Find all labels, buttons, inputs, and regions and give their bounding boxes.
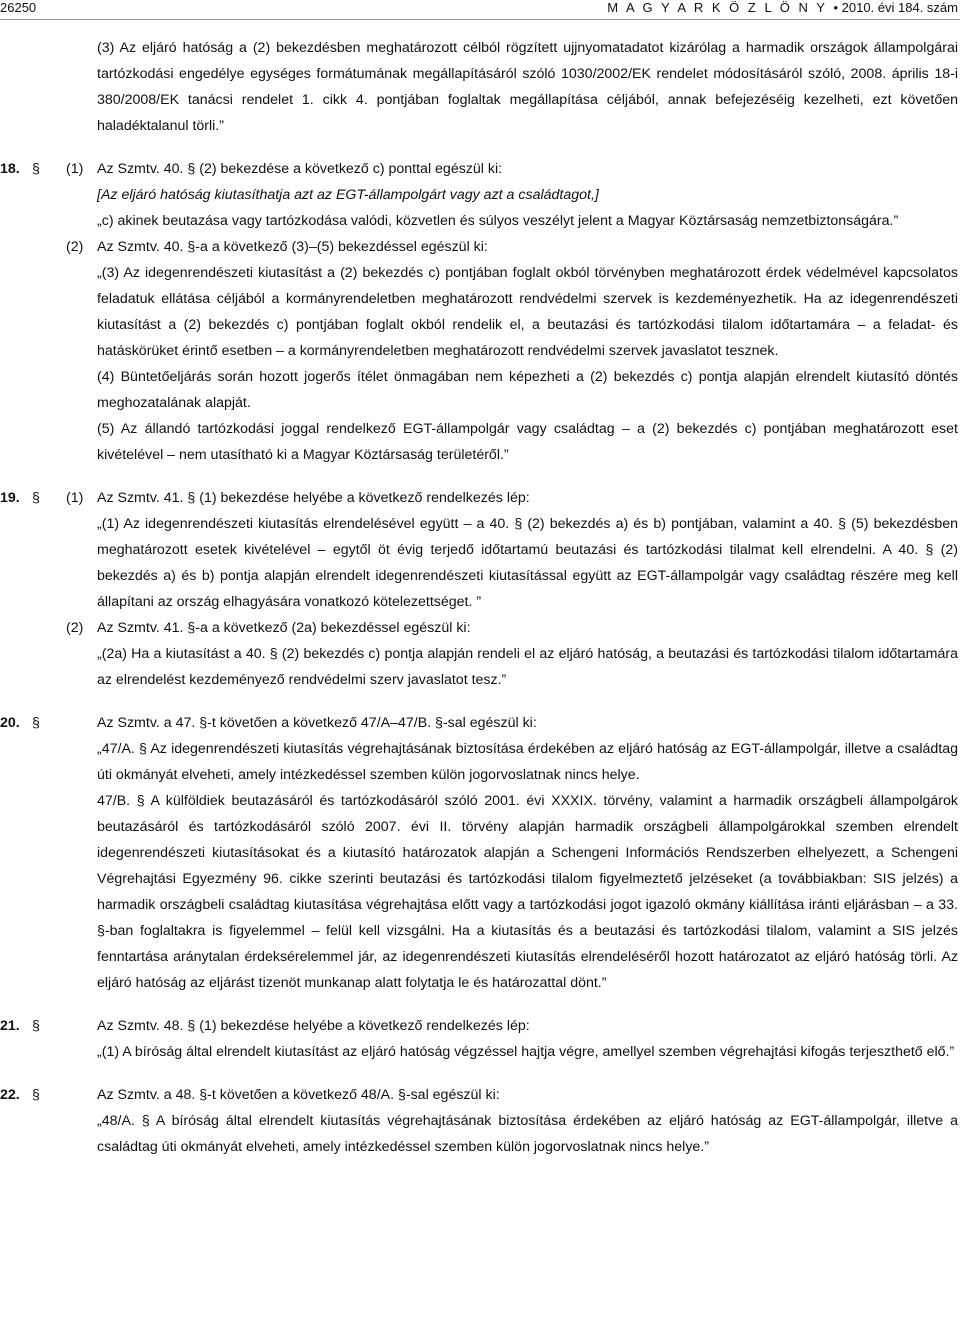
section-number: 22.	[0, 1087, 20, 1103]
subsection-label: (1)	[66, 161, 84, 177]
amendment-text: „(1) A bíróság által elrendelt kiutasítást az eljáró hatóság végzéssel hajtja végre, amellyel szemben végrehajtási kifogás terjeszthető elő.”	[97, 1044, 955, 1060]
section-18	[0, 156, 958, 468]
section-20	[0, 710, 958, 996]
subsection-19-2	[66, 615, 958, 641]
amendment-intro: Az Szmtv. 40. § (2) bekezdése a következő c) ponttal egészül ki:	[97, 161, 503, 177]
section-symbol: §	[32, 490, 40, 506]
amendment-text: „(2a) Ha a kiutasítást a 40. § (2) bekezdés c) pontja alapján rendeli el az eljáró hatóság, a beutazási és tartózkodási tilalom időtartamára az elrendelést kezdeményező rendvédelmi szerv javaslatot tesz.”	[97, 646, 958, 688]
amendment-intro: Az Szmtv. 40. §-a a következő (3)–(5) bekezdéssel egészül ki:	[97, 239, 488, 255]
section-symbol: §	[32, 715, 40, 731]
page-header	[0, 0, 960, 16]
section-number: 19.	[0, 490, 20, 506]
issue-number: • 2010. évi 184. szám	[833, 0, 958, 15]
amendment-text: „c) akinek beutazása vagy tartózkodása valódi, közvetlen és súlyos veszélyt jelent a Magyar Köztársaság nemzetbiztonságára.”	[97, 213, 899, 229]
document-body	[0, 35, 958, 1160]
section-symbol: §	[32, 161, 40, 177]
italic-context: [Az eljáró hatóság kiutasíthatja azt az EGT-állampolgárt vagy azt a családtagot,]	[97, 187, 599, 203]
amendment-intro: Az Szmtv. 48. § (1) bekezdése helyébe a következő rendelkezés lép:	[97, 1018, 530, 1034]
amendment-text: 47/B. § A külföldiek beutazásáról és tartózkodásáról szóló 2001. évi XXXIX. törvény, valamint a harmadik országbeli állampolgárok beutazásáról és tartózkodásáról szóló 2007. évi II. törvény alapján harmadik országbeli állampolgárokkal szemben elrendelt idegenrendészeti kiutasításokat és a kiutasító határozatok alapján a Schengeni Információs Rendszerben elhelyezett, a Schengeni Végrehajtási Egyezmény 96. cikke szerinti beutazási és tartózkodási tilalom figyelmeztető jelzéseket (a továbbiakban: SIS jelzés) a harmadik országbeli családtag kiutasítása végrehajtása előtt vagy a tartózkodási jogot igazoló okmány kiállítása iránti eljárásban – a 33. §-ban foglaltakra is figyelemmel – felül kell vizsgálni. Ha a kiutasítás és a beutazási és tartózkodási tilalom, valamint a SIS jelzés fenntartása aránytalan érdeksérelemmel jár, az idegenrendészeti kiutasítás elrendeléséről hozott határozatot az eljáró hatóság törli. Az eljáró hatóság az eljárást tizenöt munkanap alatt folytatja le és határozattal dönt.”	[97, 793, 958, 991]
amendment-intro: Az Szmtv. a 48. §-t követően a következő 48/A. §-sal egészül ki:	[97, 1087, 500, 1103]
amendment-text: (4) Büntetőeljárás során hozott jogerős ítélet önmagában nem képezheti a (2) bekezdés c) pontja alapján elrendelt kiutasító döntés meghozatalának alapját.	[97, 369, 958, 411]
gazette-name: M A G Y A R K Ö Z L Ö N Y	[607, 0, 828, 15]
section-symbol: §	[32, 1018, 40, 1034]
amendment-text: „(3) Az idegenrendészeti kiutasítást a (2) bekezdés c) pontjában foglalt okból törvényben meghatározott érdek védelmével kapcsolatos feladatuk ellátása céljából a kormányrendeletben meghatározott rendvédelmi szervek is kezdeményezhetik. Ha az idegenrendészeti kiutasítást a (2) bekezdés c) pontjában foglalt okból rendelik el, a beutazási és tartózkodási tilalom időtartamára – a feladat- és hatáskörüket érintő esetben – a kormányrendeletben meghatározott rendvédelmi szervek javaslatot tesznek.	[97, 265, 958, 359]
section-number: 18.	[0, 161, 20, 177]
subsection-18-2	[66, 234, 958, 260]
intro-paragraph: (3) Az eljáró hatóság a (2) bekezdésben meghatározott célból rögzített ujjnyomatadatot kizárólag a harmadik országok állampolgárai tartózkodási engedélye egységes formátumának megállapításáról szóló 1030/2002/EK rendelet módosításáról szóló, 2008. április 18-i 380/2008/EK tanácsi rendelet 1. cikk 4. pontjában foglaltak megállapítása céljából, annak befejezéséig kezelheti, ezt követően haladéktalanul törli.”	[97, 40, 958, 134]
amendment-text: „48/A. § A bíróság által elrendelt kiutasítás végrehajtásának biztosítása érdekében az eljáró hatóság az EGT-állampolgár, illetve a családtag úti okmányát elveheti, amely intézkedéssel szemben külön jogorvoslatnak nincs helye.”	[97, 1113, 958, 1155]
header-rule	[0, 19, 960, 20]
publication-title	[607, 0, 958, 16]
section-number: 21.	[0, 1018, 20, 1034]
amendment-intro: Az Szmtv. 41. §-a a következő (2a) bekezdéssel egészül ki:	[97, 620, 471, 636]
subsection-label: (1)	[66, 490, 84, 506]
page-number: 26250	[0, 0, 37, 15]
section-21	[0, 1013, 958, 1065]
amendment-text: „(1) Az idegenrendészeti kiutasítás elrendelésével együtt – a 40. § (2) bekezdés a) és b) pontjában, valamint a 40. § (5) bekezdésben meghatározott esetek kivételével – egytől öt évig terjedő időtartamú beutazási és tartózkodási tilalmat kell elrendelni. A 40. § (2) bekezdés a) és b) pontja alapján elrendelt idegenrendészeti kiutasítással együtt az EGT-állampolgár vagy családtag részére meg kell állapítani az ország elhagyására vonatkozó kötelezettséget. ”	[97, 516, 958, 610]
amendment-intro: Az Szmtv. a 47. §-t követően a következő 47/A–47/B. §-sal egészül ki:	[97, 715, 537, 731]
subsection-19-1	[66, 485, 958, 511]
subsection-label: (2)	[66, 620, 84, 636]
amendment-text: (5) Az állandó tartózkodási joggal rendelkező EGT-állampolgár vagy családtag – a (2) bekezdés c) pontjában meghatározott eset kivételével – nem utasítható ki a Magyar Köztársaság területéről.”	[97, 421, 958, 463]
subsection-label: (2)	[66, 239, 84, 255]
section-19	[0, 485, 958, 693]
section-symbol: §	[32, 1087, 40, 1103]
section-22	[0, 1082, 958, 1160]
amendment-text: „47/A. § Az idegenrendészeti kiutasítás végrehajtásának biztosítása érdekében az eljáró hatóság az EGT-állampolgár, illetve a családtag úti okmányát elveheti, amely intézkedéssel szemben külön jogorvoslatnak nincs helye.	[97, 741, 958, 783]
amendment-intro: Az Szmtv. 41. § (1) bekezdése helyébe a következő rendelkezés lép:	[97, 490, 530, 506]
section-number: 20.	[0, 715, 20, 731]
subsection-18-1	[66, 156, 958, 182]
